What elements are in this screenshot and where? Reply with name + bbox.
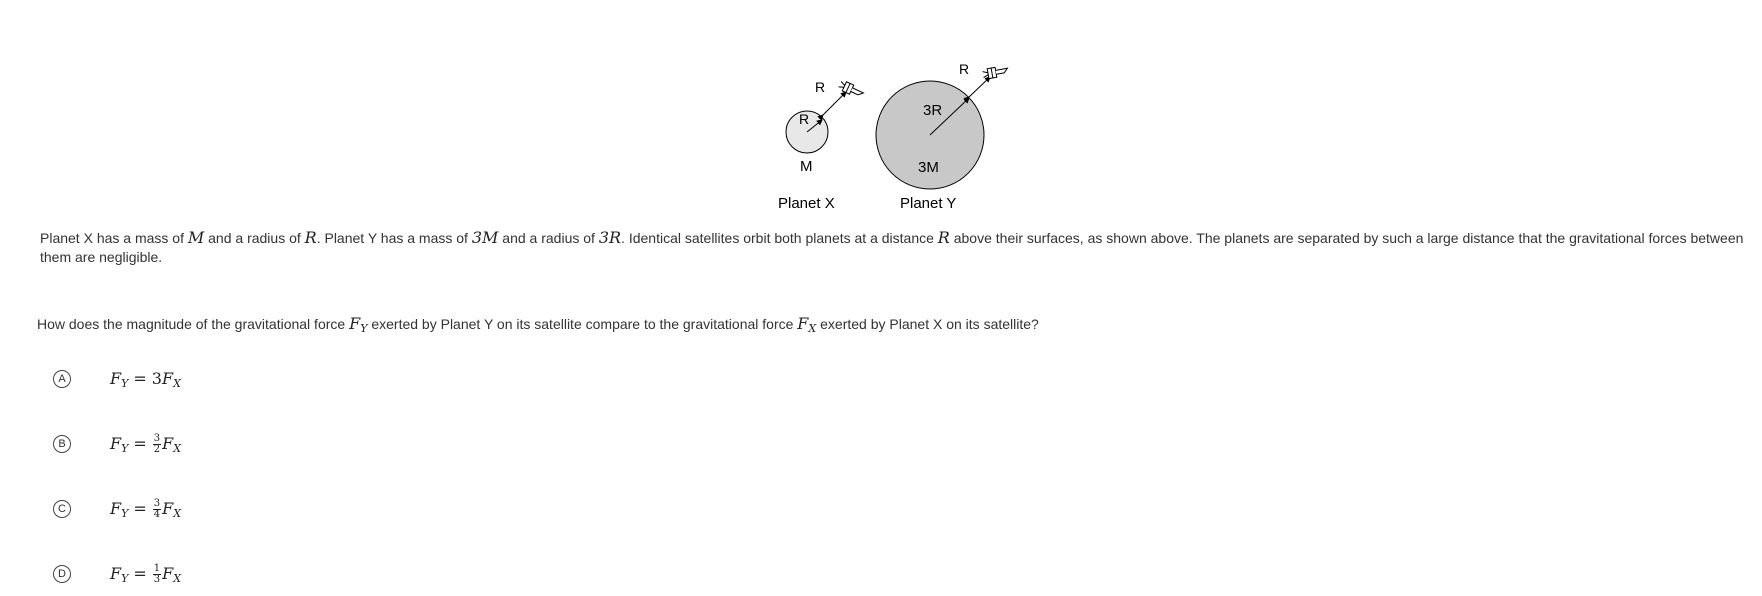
choice-d-letter-badge[interactable]: D [53, 565, 71, 583]
math-mass-m: M [187, 228, 205, 247]
choice-b-expression[interactable]: $F_Y$ = $\frac{3}{2}$ $F_X$ [110, 433, 182, 455]
question-segment: exerted by Planet Y on its satellite compare to the gravitational force [367, 316, 798, 332]
planet-x-orbit-arrow-icon [823, 92, 846, 115]
planet-y-orbit-arrow-icon [969, 77, 990, 97]
planet-y-name: Planet Y [900, 195, 957, 212]
math-force-fx: $F_X$ [797, 314, 817, 335]
planet-x-name: Planet X [778, 195, 835, 212]
planet-x-radius-label: R [799, 111, 810, 127]
planet-y-orbit-label: R [959, 61, 970, 77]
answer-choice-b[interactable] [53, 431, 453, 461]
planets-diagram [760, 50, 1040, 220]
math-radius-r: R [304, 228, 317, 247]
passage-segment: above their surfaces, as shown above. The planets are separated by such a large distance that the gravitational forces between them are negligible. [40, 230, 1744, 265]
planet-y-satellite-icon [982, 65, 1008, 79]
choice-b-letter-badge[interactable]: B [53, 435, 71, 453]
question-stem [37, 314, 1737, 334]
question-segment: How does the magnitude of the gravitational force [37, 316, 350, 332]
planets-diagram-svg [760, 50, 1040, 220]
question-segment: exerted by Planet X on its satellite? [816, 316, 1039, 332]
passage-segment: . Planet Y has a mass of [316, 230, 472, 246]
passage-segment: . Identical satellites orbit both planets at a distance [621, 230, 938, 246]
answer-choice-a[interactable] [53, 366, 453, 396]
answer-choice-d[interactable] [53, 561, 453, 591]
passage-segment: and a radius of [204, 230, 305, 246]
planet-y-mass-label: 3M [918, 159, 939, 176]
passage-segment: and a radius of [498, 230, 599, 246]
math-mass-3m: 3M [471, 228, 499, 247]
choice-a-letter-badge[interactable]: A [53, 370, 71, 388]
math-force-fy: $F_Y$ [349, 314, 368, 335]
answer-choice-c[interactable] [53, 496, 453, 526]
planet-x-orbit-label: R [815, 79, 826, 95]
choice-d-fraction: $\frac{1}{3}$ [153, 563, 161, 585]
choice-a-expression[interactable]: $F_Y = 3F_X$ [110, 369, 181, 390]
choice-b-fraction: $\frac{3}{2}$ [153, 433, 161, 455]
choice-d-expression[interactable]: $F_Y$ = $\frac{1}{3}$ $F_X$ [110, 563, 182, 585]
math-radius-3r: 3R [598, 228, 622, 247]
passage-text [40, 228, 1750, 267]
planet-x-mass-label: M [800, 158, 813, 175]
passage-segment: Planet X has a mass of [40, 230, 188, 246]
math-distance-r: R [937, 228, 950, 247]
choice-c-expression[interactable]: $F_Y$ = $\frac{3}{4}$ $F_X$ [110, 498, 182, 520]
choice-c-fraction: $\frac{3}{4}$ [153, 498, 161, 520]
choice-c-letter-badge[interactable]: C [53, 500, 71, 518]
planet-y-radius-label: 3R [923, 102, 943, 119]
